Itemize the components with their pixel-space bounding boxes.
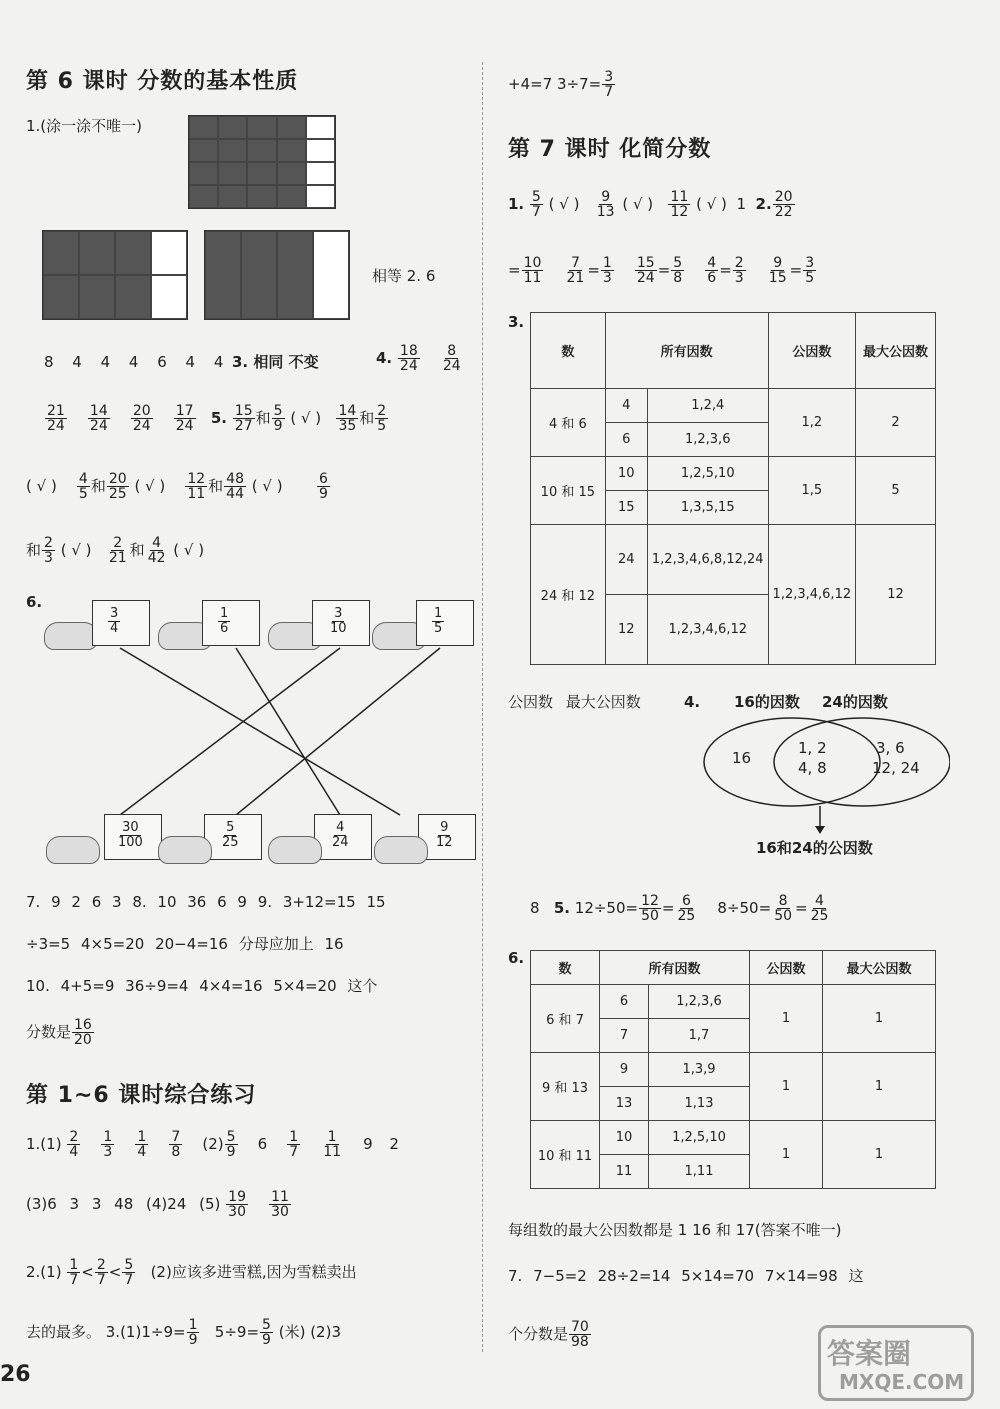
table-cell: 1,5 bbox=[768, 457, 856, 525]
fraction: $\frac{20}{22}$ bbox=[774, 189, 793, 220]
table-cell: 9 和 13 bbox=[531, 1053, 600, 1121]
s2-text: (2)应该多进雪糕,因为雪糕卖出 bbox=[150, 1263, 357, 1281]
table-cell: 12 bbox=[856, 525, 936, 665]
fraction: $\frac{2}{3}$ bbox=[44, 535, 53, 566]
table-cell: 10 bbox=[605, 457, 647, 491]
table-cell: 15 bbox=[605, 491, 647, 525]
fraction: $\frac{14}{24}$ bbox=[89, 403, 108, 434]
s1-line1 bbox=[26, 1130, 399, 1159]
fraction: $\frac{1}{7}$ bbox=[289, 1129, 299, 1160]
table-cell: 9 bbox=[600, 1053, 649, 1087]
watermark-bottom: MXQE.COM bbox=[839, 1370, 965, 1394]
table-cell: 2 bbox=[856, 389, 936, 457]
fraction: $\frac{70}{98}$ bbox=[571, 1319, 589, 1350]
table-cell: 10 和 11 bbox=[531, 1121, 600, 1189]
and-text: 和 bbox=[359, 409, 375, 427]
fraction: $\frac{20}{24}$ bbox=[132, 403, 151, 434]
q7-line2: ÷3=5 4×5=20 20−4=16 分母应加上 16 bbox=[26, 935, 344, 953]
fraction: $\frac{1}{3}$ bbox=[602, 255, 612, 286]
fraction: $\frac{18}{24}$ bbox=[399, 343, 418, 374]
q7-line1: 7. 9 2 6 3 8. 10 36 6 9 9. 3+12=15 15 bbox=[26, 893, 386, 911]
lt-sign: < bbox=[108, 1263, 122, 1281]
right-top-line bbox=[508, 70, 616, 99]
q5-label: 5. bbox=[210, 409, 227, 427]
s2-label: 2.(1) bbox=[26, 1263, 62, 1281]
check-mark: ( √ ) bbox=[251, 477, 283, 495]
fraction: $\frac{4}{42}$ bbox=[147, 535, 166, 566]
check-mark: ( √ ) bbox=[696, 195, 727, 213]
check-mark: ( √ ) bbox=[26, 477, 57, 495]
table-cell: 1,2,3,4,6,8,12,24 bbox=[647, 525, 768, 595]
q3-answer: 3. 相同 不变 bbox=[232, 353, 319, 371]
table-cell: 24 和 12 bbox=[531, 525, 606, 665]
eq-sign: = bbox=[657, 261, 671, 279]
s1-part2: (2) bbox=[202, 1135, 224, 1153]
card-bottom-4: $\frac{9}{12}$ bbox=[418, 814, 476, 860]
top-line-text: +4=7 3÷7= bbox=[508, 75, 602, 93]
fraction: $\frac{14}{35}$ bbox=[338, 403, 357, 434]
r-q5-pre: 8 bbox=[530, 899, 540, 917]
fraction: $\frac{12}{50}$ bbox=[641, 893, 659, 924]
fraction: $\frac{7}{21}$ bbox=[566, 255, 585, 286]
fraction: $\frac{15}{24}$ bbox=[636, 255, 655, 286]
table-cell: 1,2,3,4,6,12 bbox=[768, 525, 856, 665]
r-q5-a: 12÷50= bbox=[574, 899, 639, 917]
column-divider bbox=[482, 62, 483, 1352]
fraction: $\frac{5}{9}$ bbox=[262, 1317, 271, 1348]
lt-sign: < bbox=[81, 1263, 94, 1281]
fraction: $\frac{15}{27}$ bbox=[234, 403, 253, 434]
fraction: $\frac{17}{24}$ bbox=[175, 403, 194, 434]
fraction: $\frac{3}{5}$ bbox=[805, 255, 815, 286]
venn-diagram bbox=[700, 716, 950, 846]
q10-tail: 分数是 bbox=[26, 1023, 72, 1041]
fraction: $\frac{4}{5}$ bbox=[78, 471, 88, 502]
fraction: $\frac{11}{12}$ bbox=[670, 189, 689, 220]
table-cell: 1,2,3,6 bbox=[647, 423, 768, 457]
table-cell: 1,2,5,10 bbox=[647, 457, 768, 491]
card-top-1: $\frac{3}{4}$ bbox=[92, 600, 150, 646]
table-cell: 1 bbox=[750, 985, 823, 1053]
q6-label: 6. bbox=[26, 593, 43, 611]
mouse-icon bbox=[158, 836, 212, 864]
table-cell: 10 和 15 bbox=[531, 457, 606, 525]
table-cell: 1,2 bbox=[768, 389, 856, 457]
s1-line2-text: (3)6 3 3 48 (4)24 (5) bbox=[26, 1195, 221, 1213]
table-cell: 10 bbox=[600, 1121, 649, 1155]
th-max: 最大公因数 bbox=[856, 313, 936, 389]
q1-label: 1.(涂一涂不唯一) bbox=[26, 117, 143, 135]
th-all: 所有因数 bbox=[605, 313, 768, 389]
eq-sign: = bbox=[508, 261, 521, 279]
table-cell: 6 和 7 bbox=[531, 985, 600, 1053]
fraction: $\frac{4}{6}$ bbox=[707, 255, 717, 286]
fraction: $\frac{9}{13}$ bbox=[596, 189, 615, 220]
table-cell: 1,3,5,15 bbox=[647, 491, 768, 525]
s1-line2 bbox=[26, 1190, 292, 1219]
factor-table-2 bbox=[530, 950, 936, 1189]
card-bottom-3: $\frac{4}{24}$ bbox=[314, 814, 372, 860]
fraction: $\frac{1}{9}$ bbox=[188, 1317, 198, 1348]
fraction: $\frac{2}{5}$ bbox=[377, 403, 387, 434]
r-q2-line bbox=[508, 256, 817, 285]
watermark-top: 答案圈 bbox=[827, 1337, 912, 1370]
s3-mid: 5÷9= bbox=[214, 1323, 260, 1341]
fraction: $\frac{4}{25}$ bbox=[810, 893, 829, 924]
r-q1-label: 1. bbox=[508, 195, 525, 213]
venn-right-title: 24的因数 bbox=[822, 693, 888, 711]
check-mark: ( √ ) bbox=[60, 541, 92, 559]
matching-lines bbox=[0, 0, 482, 880]
q1-tail: 相等 2. 6 bbox=[372, 267, 436, 285]
table-cell: 11 bbox=[600, 1155, 649, 1189]
venn-left-value: 16 bbox=[732, 749, 752, 767]
numbers: 9 2 bbox=[363, 1135, 399, 1153]
mouse-icon bbox=[268, 836, 322, 864]
card-top-4: $\frac{1}{5}$ bbox=[416, 600, 474, 646]
fraction: $\frac{5}{7}$ bbox=[531, 189, 541, 220]
fraction: $\frac{1}{7}$ bbox=[69, 1257, 79, 1288]
review-title: 第 1~6 课时综合练习 bbox=[26, 1083, 257, 1108]
th-num: 数 bbox=[531, 313, 606, 389]
venn-mid-1: 1, 2 bbox=[798, 739, 827, 757]
venn-caption: 16和24的公因数 bbox=[756, 839, 873, 857]
table-cell: 1,2,4 bbox=[647, 389, 768, 423]
table-cell: 1 bbox=[823, 985, 936, 1053]
lesson6-title: 第 6 课时 分数的基本性质 bbox=[26, 69, 299, 94]
fraction: $\frac{6}{9}$ bbox=[318, 471, 328, 502]
number: 6 bbox=[257, 1135, 268, 1153]
table-cell: 1,3,9 bbox=[649, 1053, 750, 1087]
card-top-2: $\frac{1}{6}$ bbox=[202, 600, 260, 646]
and-text: 和 bbox=[90, 477, 106, 495]
check-mark: ( √ ) bbox=[173, 541, 205, 559]
table-cell: 1,13 bbox=[649, 1087, 750, 1121]
lesson7-title: 第 7 课时 化简分数 bbox=[508, 137, 712, 162]
eq-sign: = bbox=[789, 261, 803, 279]
fraction: $\frac{20}{25}$ bbox=[108, 471, 127, 502]
fraction: $\frac{11}{30}$ bbox=[271, 1189, 289, 1220]
r-q6-tail: 每组数的最大公因数都是 1 16 和 17(答案不唯一) bbox=[508, 1221, 842, 1239]
th-common: 公因数 bbox=[750, 951, 823, 985]
r-q1-tail: 1 bbox=[736, 195, 746, 213]
fraction: $\frac{2}{7}$ bbox=[96, 1257, 106, 1288]
r-q7-tail: 个分数是 bbox=[508, 1325, 569, 1343]
fraction: $\frac{16}{20}$ bbox=[74, 1017, 92, 1048]
and-text: 和 bbox=[26, 541, 42, 559]
fraction: $\frac{5}{9}$ bbox=[226, 1129, 236, 1160]
fraction: $\frac{48}{44}$ bbox=[226, 471, 244, 502]
fraction: $\frac{8}{50}$ bbox=[774, 893, 793, 924]
fraction: $\frac{9}{15}$ bbox=[768, 255, 787, 286]
fraction: $\frac{2}{4}$ bbox=[69, 1129, 79, 1160]
table-cell: 1,11 bbox=[649, 1155, 750, 1189]
fraction: $\frac{10}{11}$ bbox=[523, 255, 542, 286]
check-mark: ( √ ) bbox=[548, 195, 580, 213]
table-cell: 6 bbox=[605, 423, 647, 457]
r-q4-label: 4. bbox=[684, 693, 701, 711]
th-all: 所有因数 bbox=[600, 951, 750, 985]
venn-left-title: 16的因数 bbox=[734, 693, 800, 711]
mouse-icon bbox=[46, 836, 100, 864]
table-cell: 1 bbox=[823, 1053, 936, 1121]
table-cell: 1,7 bbox=[649, 1019, 750, 1053]
s2-line1 bbox=[26, 1258, 357, 1287]
table-cell: 1,2,3,6 bbox=[649, 985, 750, 1019]
r-q5-label: 5. bbox=[553, 899, 570, 917]
table-cell: 1 bbox=[823, 1121, 936, 1189]
s2-line2-text: 去的最多。 3.(1)1÷9= bbox=[26, 1323, 186, 1341]
and-text: 和 bbox=[208, 477, 224, 495]
fraction: $\frac{12}{11}$ bbox=[187, 471, 206, 502]
q4-label: 4. bbox=[376, 349, 393, 367]
fraction: $\frac{6}{25}$ bbox=[677, 893, 696, 924]
fraction: $\frac{2}{3}$ bbox=[734, 255, 744, 286]
venn-right-1: 3, 6 bbox=[876, 739, 905, 757]
and-text: 和 bbox=[255, 409, 271, 427]
check-mark: ( √ ) bbox=[134, 477, 166, 495]
s2-line2 bbox=[26, 1318, 341, 1347]
th-num: 数 bbox=[531, 951, 600, 985]
card-bottom-1: $\frac{30}{100}$ bbox=[104, 814, 162, 860]
table-cell: 1,2,5,10 bbox=[649, 1121, 750, 1155]
table-cell: 13 bbox=[600, 1087, 649, 1121]
fraction: $\frac{5}{8}$ bbox=[673, 255, 683, 286]
venn-mid-2: 4, 8 bbox=[798, 759, 827, 777]
r-q7-line: 7. 7−5=2 28÷2=14 5×14=70 7×14=98 这 bbox=[508, 1267, 864, 1285]
card-bottom-2: $\frac{5}{25}$ bbox=[204, 814, 262, 860]
fraction: $\frac{8}{24}$ bbox=[442, 343, 461, 374]
table-cell: 12 bbox=[605, 595, 647, 665]
r-q2-label: 2. bbox=[755, 195, 772, 213]
table-cell: 1 bbox=[750, 1053, 823, 1121]
r-q3-tail: 公因数 最大公因数 bbox=[508, 693, 641, 711]
fraction: $\frac{19}{30}$ bbox=[228, 1189, 246, 1220]
fraction: $\frac{5}{7}$ bbox=[124, 1257, 134, 1288]
eq-sign: = bbox=[587, 261, 600, 279]
table-cell: 4 和 6 bbox=[531, 389, 606, 457]
r-q3-label: 3. bbox=[508, 313, 525, 331]
and-text: 和 bbox=[129, 541, 145, 559]
table-cell: 1 bbox=[750, 1121, 823, 1189]
fraction: $\frac{1}{11}$ bbox=[323, 1129, 342, 1160]
check-mark: ( √ ) bbox=[290, 409, 322, 427]
s1-label: 1.(1) bbox=[26, 1135, 62, 1153]
fraction: $\frac{3}{7}$ bbox=[604, 69, 614, 100]
table-cell: 1,2,3,4,6,12 bbox=[647, 595, 768, 665]
factor-table-1 bbox=[530, 312, 936, 665]
fraction: $\frac{2}{21}$ bbox=[108, 535, 127, 566]
watermark-logo bbox=[818, 1325, 974, 1401]
r-q1-line bbox=[508, 190, 796, 219]
page-number: 26 bbox=[0, 1362, 31, 1387]
venn-right-2: 12, 24 bbox=[872, 759, 920, 777]
mouse-icon bbox=[44, 622, 98, 650]
mouse-icon bbox=[374, 836, 428, 864]
r-q5-line bbox=[530, 894, 831, 923]
r-q6-label: 6. bbox=[508, 949, 525, 967]
eq-sign: = bbox=[661, 899, 675, 917]
table-cell: 7 bbox=[600, 1019, 649, 1053]
table-cell: 6 bbox=[600, 985, 649, 1019]
fraction: $\frac{7}{8}$ bbox=[171, 1129, 181, 1160]
r-q7-answer bbox=[508, 1320, 592, 1349]
fraction: $\frac{21}{24}$ bbox=[47, 403, 65, 434]
fraction: $\frac{1}{3}$ bbox=[103, 1129, 113, 1160]
eq-sign: = bbox=[719, 261, 732, 279]
card-top-3: $\frac{3}{10}$ bbox=[312, 600, 370, 646]
table-cell: 5 bbox=[856, 457, 936, 525]
q10-line: 10. 4+5=9 36÷9=4 4×4=16 5×4=20 这个 bbox=[26, 977, 378, 995]
fraction: $\frac{1}{4}$ bbox=[137, 1129, 147, 1160]
eq-sign: = bbox=[795, 899, 808, 917]
q2-row: 8 4 4 4 6 4 4 bbox=[44, 353, 224, 371]
table-cell: 4 bbox=[605, 389, 647, 423]
q10-answer bbox=[26, 1018, 95, 1047]
th-common: 公因数 bbox=[768, 313, 856, 389]
th-max: 最大公因数 bbox=[823, 951, 936, 985]
r-q5-b: 8÷50= bbox=[717, 899, 772, 917]
fraction: $\frac{5}{9}$ bbox=[273, 403, 283, 434]
check-mark: ( √ ) bbox=[622, 195, 654, 213]
table-cell: 24 bbox=[605, 525, 647, 595]
s3-tail: (米) (2)3 bbox=[278, 1323, 341, 1341]
